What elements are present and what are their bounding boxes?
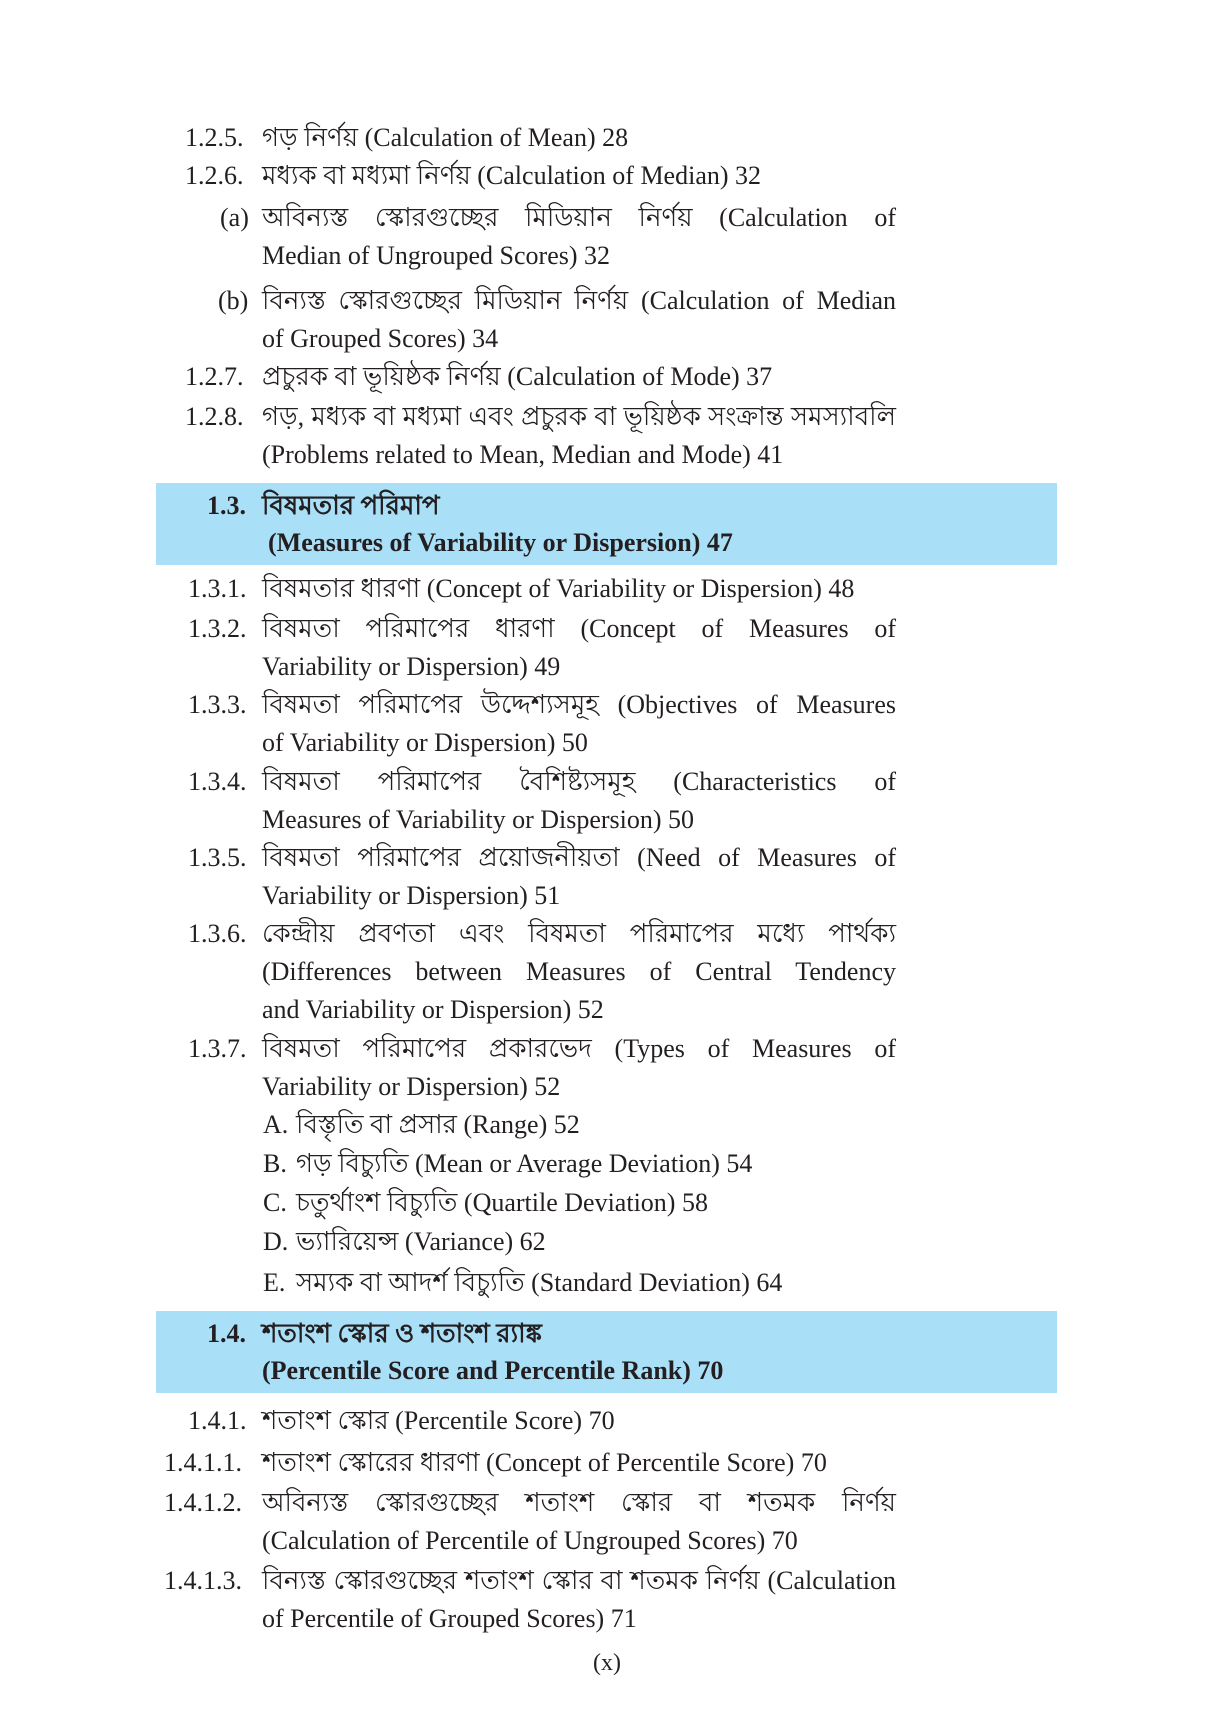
- entry-line: বিষমতা পরিমাপের ধারণা (Concept of Measures of: [262, 614, 896, 643]
- type-title: ভ্যারিয়েন্স (Variance) 62: [296, 1227, 546, 1256]
- section-title-english: (Measures of Variability or Dispersion) 47: [268, 528, 733, 557]
- section-title-bengali: বিষমতার পরিমাপ: [262, 491, 440, 520]
- entry-title: [262, 915, 896, 1029]
- entry-number: 1.2.7.: [185, 362, 244, 391]
- entry-title: [262, 839, 896, 915]
- entry-line: প্রচুরক বা ভূয়িষ্ঠক নির্ণয় (Calculation of Mode) 37: [262, 362, 773, 391]
- entry-title: [262, 398, 896, 474]
- type-letter: C.: [263, 1188, 287, 1217]
- entry-title: [262, 1484, 896, 1560]
- entry-title: [262, 570, 896, 608]
- entry-number: 1.3.7.: [188, 1034, 247, 1063]
- type-letter: B.: [263, 1149, 287, 1178]
- entry-line: বিষমতা পরিমাপের প্রকারভেদ (Types of Measures of: [262, 1034, 896, 1063]
- entry-line: শতাংশ স্কোর (Percentile Score) 70: [262, 1406, 615, 1435]
- section-heading-1-3[interactable]: [156, 483, 1057, 565]
- section-heading-1-4[interactable]: [156, 1311, 1057, 1393]
- entry-line: of Variability or Dispersion) 50: [262, 728, 588, 757]
- entry-number: 1.3.1.: [188, 574, 247, 603]
- entry-number: 1.2.8.: [185, 402, 244, 431]
- type-title: চতুর্থাংশ বিচ্যুতি (Quartile Deviation) 58: [296, 1188, 708, 1217]
- entry-title: [262, 1562, 896, 1638]
- entry-number: (b): [218, 286, 249, 315]
- section-number: 1.4.: [207, 1319, 246, 1348]
- entry-line: গড়, মধ্যক বা মধ্যমা এবং প্রচুরক বা ভূয়িষ্ঠক সংক্রান্ত সমস্যাবলি: [262, 402, 896, 431]
- entry-line: বিন্যস্ত স্কোরগুচ্ছের মিডিয়ান নির্ণয় (Calculation of Median: [262, 286, 896, 315]
- entry-number: 1.3.5.: [188, 843, 247, 872]
- entry-line: (Differences between Measures of Central Tendency: [262, 957, 896, 986]
- entry-line: Measures of Variability or Dispersion) 50: [262, 805, 695, 834]
- entry-line: Variability or Dispersion) 51: [262, 881, 561, 910]
- entry-line: মধ্যক বা মধ্যমা নির্ণয় (Calculation of Median) 32: [262, 161, 762, 190]
- type-letter: A.: [263, 1110, 289, 1139]
- entry-line: কেন্দ্রীয় প্রবণতা এবং বিষমতা পরিমাপের মধ্যে পার্থক্য: [262, 919, 896, 948]
- entry-line: বিষমতা পরিমাপের বৈশিষ্ট্যসমূহ (Characteristics of: [262, 767, 896, 796]
- entry-title: [262, 157, 896, 195]
- entry-line: (Problems related to Mean, Median and Mode) 41: [262, 440, 784, 469]
- entry-number: 1.2.6.: [185, 161, 244, 190]
- entry-line: Median of Ungrouped Scores) 32: [262, 241, 611, 270]
- entry-title: [262, 1444, 896, 1482]
- entry-title: [262, 119, 896, 157]
- page-number: (x): [593, 1650, 621, 1676]
- entry-line: বিষমতা পরিমাপের প্রয়োজনীয়তা (Need of Measures of: [262, 843, 896, 872]
- entry-line: অবিন্যস্ত স্কোরগুচ্ছের শতাংশ স্কোর বা শতমক নির্ণয়: [262, 1488, 896, 1517]
- entry-number: 1.3.4.: [188, 767, 247, 796]
- entry-title: [262, 282, 896, 358]
- entry-number: 1.4.1.: [188, 1406, 247, 1435]
- entry-title: [262, 358, 896, 396]
- entry-number: 1.3.3.: [188, 690, 247, 719]
- entry-line: of Grouped Scores) 34: [262, 324, 499, 353]
- entry-line: Variability or Dispersion) 49: [262, 652, 561, 681]
- type-title: সম্যক বা আদর্শ বিচ্যুতি (Standard Deviation) 64: [296, 1268, 783, 1297]
- section-title-english: (Percentile Score and Percentile Rank) 70: [262, 1356, 724, 1385]
- entry-line: and Variability or Dispersion) 52: [262, 995, 604, 1024]
- entry-number: 1.4.1.3.: [164, 1566, 242, 1595]
- entry-line: বিষমতা পরিমাপের উদ্দেশ্যসমূহ (Objectives of Measures: [262, 690, 896, 719]
- section-title-bengali: শতাংশ স্কোর ও শতাংশ র‍্যাঙ্ক: [262, 1319, 542, 1348]
- type-title: বিস্তৃতি বা প্রসার (Range) 52: [296, 1110, 580, 1139]
- entry-title: [262, 199, 896, 275]
- entry-number: 1.4.1.1.: [164, 1448, 242, 1477]
- entry-line: বিন্যস্ত স্কোরগুচ্ছের শতাংশ স্কোর বা শতমক নির্ণয় (Calculation: [262, 1566, 896, 1595]
- entry-line: Variability or Dispersion) 52: [262, 1072, 561, 1101]
- entry-title: [262, 1030, 896, 1106]
- entry-title: [262, 686, 896, 762]
- entry-line: অবিন্যস্ত স্কোরগুচ্ছের মিডিয়ান নির্ণয় (Calculation of: [262, 203, 896, 232]
- type-title: গড় বিচ্যুতি (Mean or Average Deviation) 54: [296, 1149, 753, 1178]
- entry-number: (a): [220, 203, 249, 232]
- entry-number: 1.3.2.: [188, 614, 247, 643]
- entry-title: [262, 763, 896, 839]
- entry-line: of Percentile of Grouped Scores) 71: [262, 1604, 637, 1633]
- entry-line: বিষমতার ধারণা (Concept of Variability or Dispersion) 48: [262, 574, 855, 603]
- entry-number: 1.3.6.: [188, 919, 247, 948]
- entry-line: (Calculation of Percentile of Ungrouped Scores) 70: [262, 1526, 798, 1555]
- entry-line: শতাংশ স্কোরের ধারণা (Concept of Percentile Score) 70: [262, 1448, 827, 1477]
- entry-number: 1.4.1.2.: [164, 1488, 242, 1517]
- entry-number: 1.2.5.: [185, 123, 244, 152]
- section-number: 1.3.: [207, 491, 246, 520]
- type-letter: E.: [263, 1268, 286, 1297]
- entry-title: [262, 1402, 896, 1440]
- type-letter: D.: [263, 1227, 289, 1256]
- entry-title: [262, 610, 896, 686]
- entry-line: গড় নির্ণয় (Calculation of Mean) 28: [262, 123, 629, 152]
